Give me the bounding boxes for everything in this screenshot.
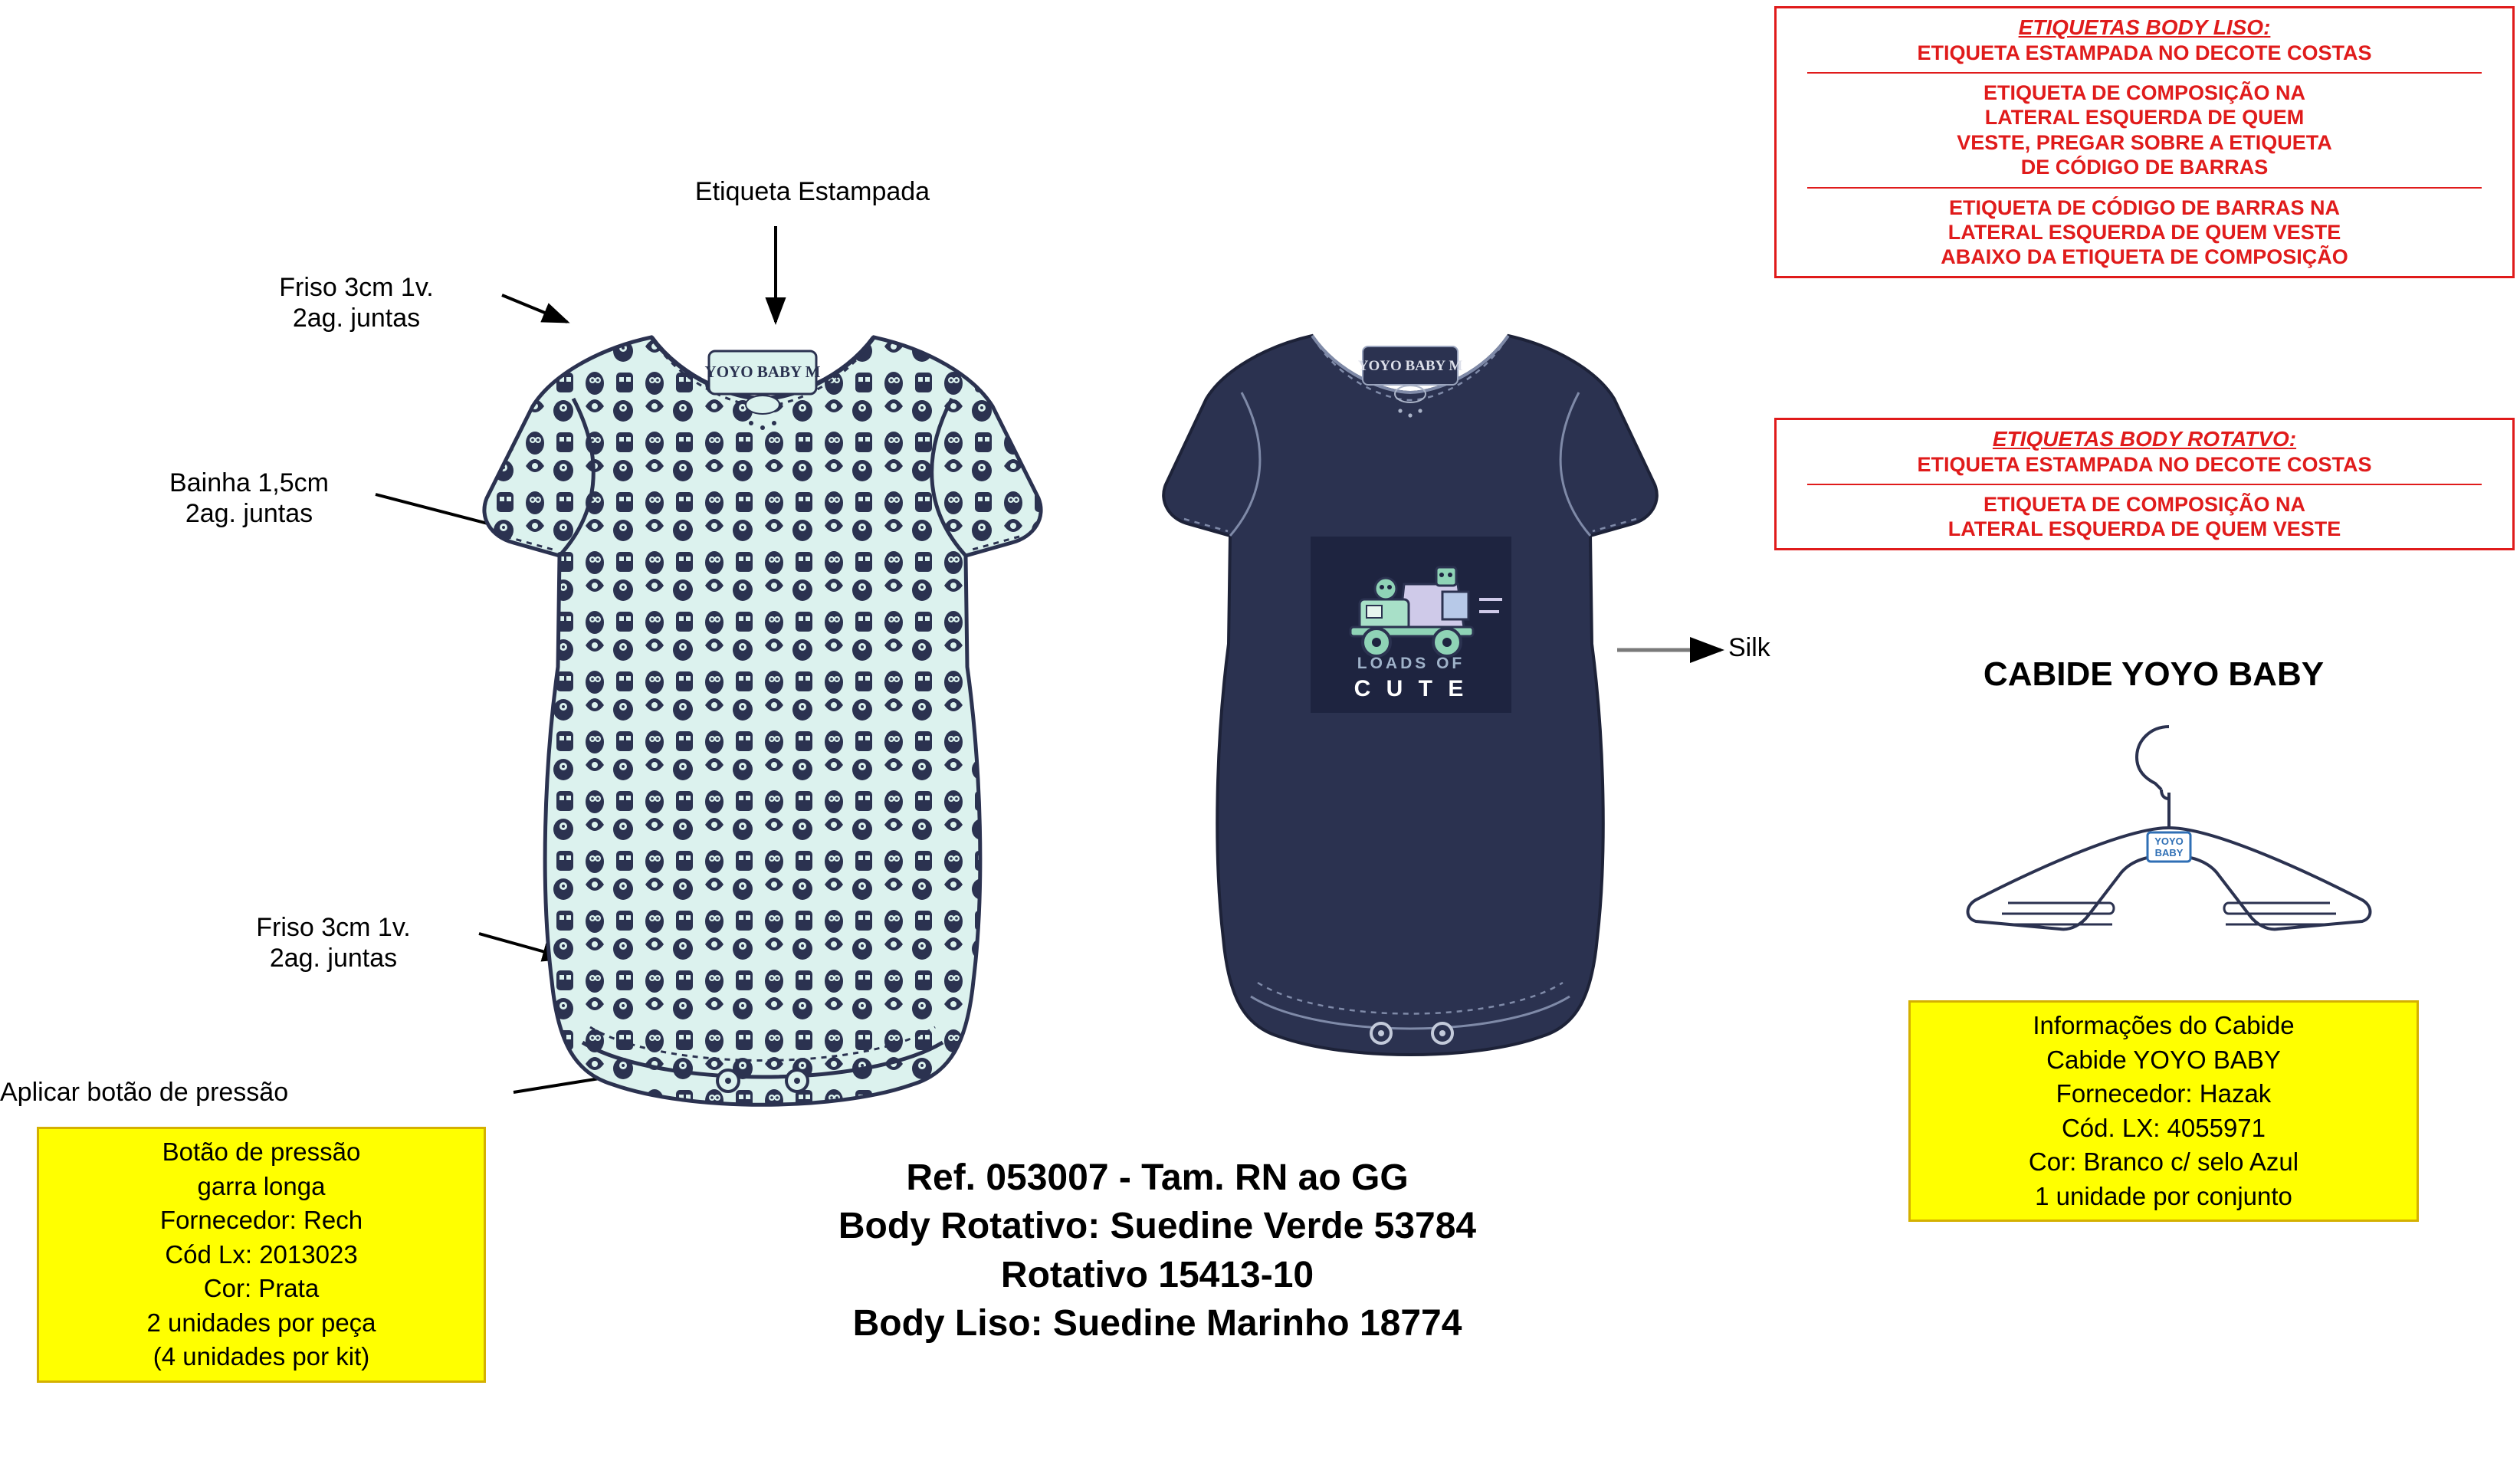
callout-friso-bottom: Friso 3cm 1v. 2ag. juntas [256, 913, 411, 973]
garment-printed-body [460, 307, 1065, 1134]
silk-text-line2: C U T E [1354, 676, 1468, 701]
red-box-liso-block3: ETIQUETA DE CÓDIGO DE BARRAS NA LATERAL ESQUERDA DE QUEM VESTE ABAIXO DA ETIQUETA DE COMPOSIÇÃO [1941, 195, 2348, 269]
yellow-box-cabide-info: Informações do Cabide Cabide YOYO BABY Fornecedor: Hazak Cód. LX: 4055971 Cor: Branco c/ selo Azul 1 unidade por conjunto [1908, 1000, 2419, 1222]
red-box-rotativo-block2: ETIQUETA DE COMPOSIÇÃO NA LATERAL ESQUERDA DE QUEM VESTE [1947, 492, 2341, 541]
silk-text-line1: LOADS OF [1357, 655, 1465, 672]
hanger-illustration [1931, 713, 2407, 989]
hanger-label-line2: BABY [2154, 847, 2184, 858]
divider [1807, 72, 2482, 74]
silk-print [1311, 537, 1511, 713]
neck-label-2: YOYO BABY M [1357, 358, 1463, 374]
red-box-liso-title: ETIQUETAS BODY LISO [2018, 15, 2264, 39]
hanger-label-line1: YOYO [2154, 835, 2184, 847]
red-box-liso-block2: ETIQUETA DE COMPOSIÇÃO NA LATERAL ESQUERDA DE QUEM VESTE, PREGAR SOBRE A ETIQUETA DE CÓDIGO DE BARRAS [1957, 80, 2332, 179]
cabide-title: CABIDE YOYO BABY [1983, 655, 2325, 693]
callout-silk: Silk [1728, 633, 1770, 662]
yellow-box-botao-pressao: Botão de pressão garra longa Fornecedor: Rech Cód Lx: 2013023 Cor: Prata 2 unidades por peça (4 unidades por kit) [37, 1127, 486, 1383]
callout-aplicar-botao: Aplicar botão de pressão [0, 1078, 289, 1107]
garment-solid-body [1142, 307, 1678, 1088]
callout-friso-top: Friso 3cm 1v. 2ag. juntas [279, 273, 434, 333]
red-box-rotativo-title: ETIQUETAS BODY ROTATVO [1992, 427, 2289, 451]
callout-etiqueta-estampada: Etiqueta Estampada [694, 177, 930, 206]
red-box-body-rotativo: ETIQUETAS BODY ROTATVO: ETIQUETA ESTAMPADA NO DECOTE COSTAS ETIQUETA DE COMPOSIÇÃO NA LATERAL ESQUERDA DE QUEM VESTE [1774, 418, 2515, 550]
red-box-body-liso: ETIQUETAS BODY LISO: ETIQUETA ESTAMPADA NO DECOTE COSTAS ETIQUETA DE COMPOSIÇÃO NA LATERAL ESQUERDA DE QUEM VESTE, PREGAR SOBRE A ETIQUETA DE CÓDIGO DE BARRAS ETIQUETA DE CÓDIGO DE BARRAS NA LATERAL ESQUERDA DE QUEM VESTE ABAIXO DA ETIQUETA DE COMPOSIÇÃO [1774, 6, 2515, 278]
divider [1807, 484, 2482, 485]
red-box-rotativo-line1: ETIQUETA ESTAMPADA NO DECOTE COSTAS [1917, 452, 2372, 476]
spec-text: Ref. 053007 - Tam. RN ao GG Body Rotativo: Suedine Verde 53784 Rotativo 15413-10 Body Liso: Suedine Marinho 18774 [838, 1157, 1477, 1344]
callout-bainha: Bainha 1,5cm 2ag. juntas [169, 468, 329, 529]
red-box-liso-line1: ETIQUETA ESTAMPADA NO DECOTE COSTAS [1917, 41, 2372, 64]
divider [1807, 187, 2482, 189]
neck-label: YOYO BABY M [704, 363, 821, 381]
